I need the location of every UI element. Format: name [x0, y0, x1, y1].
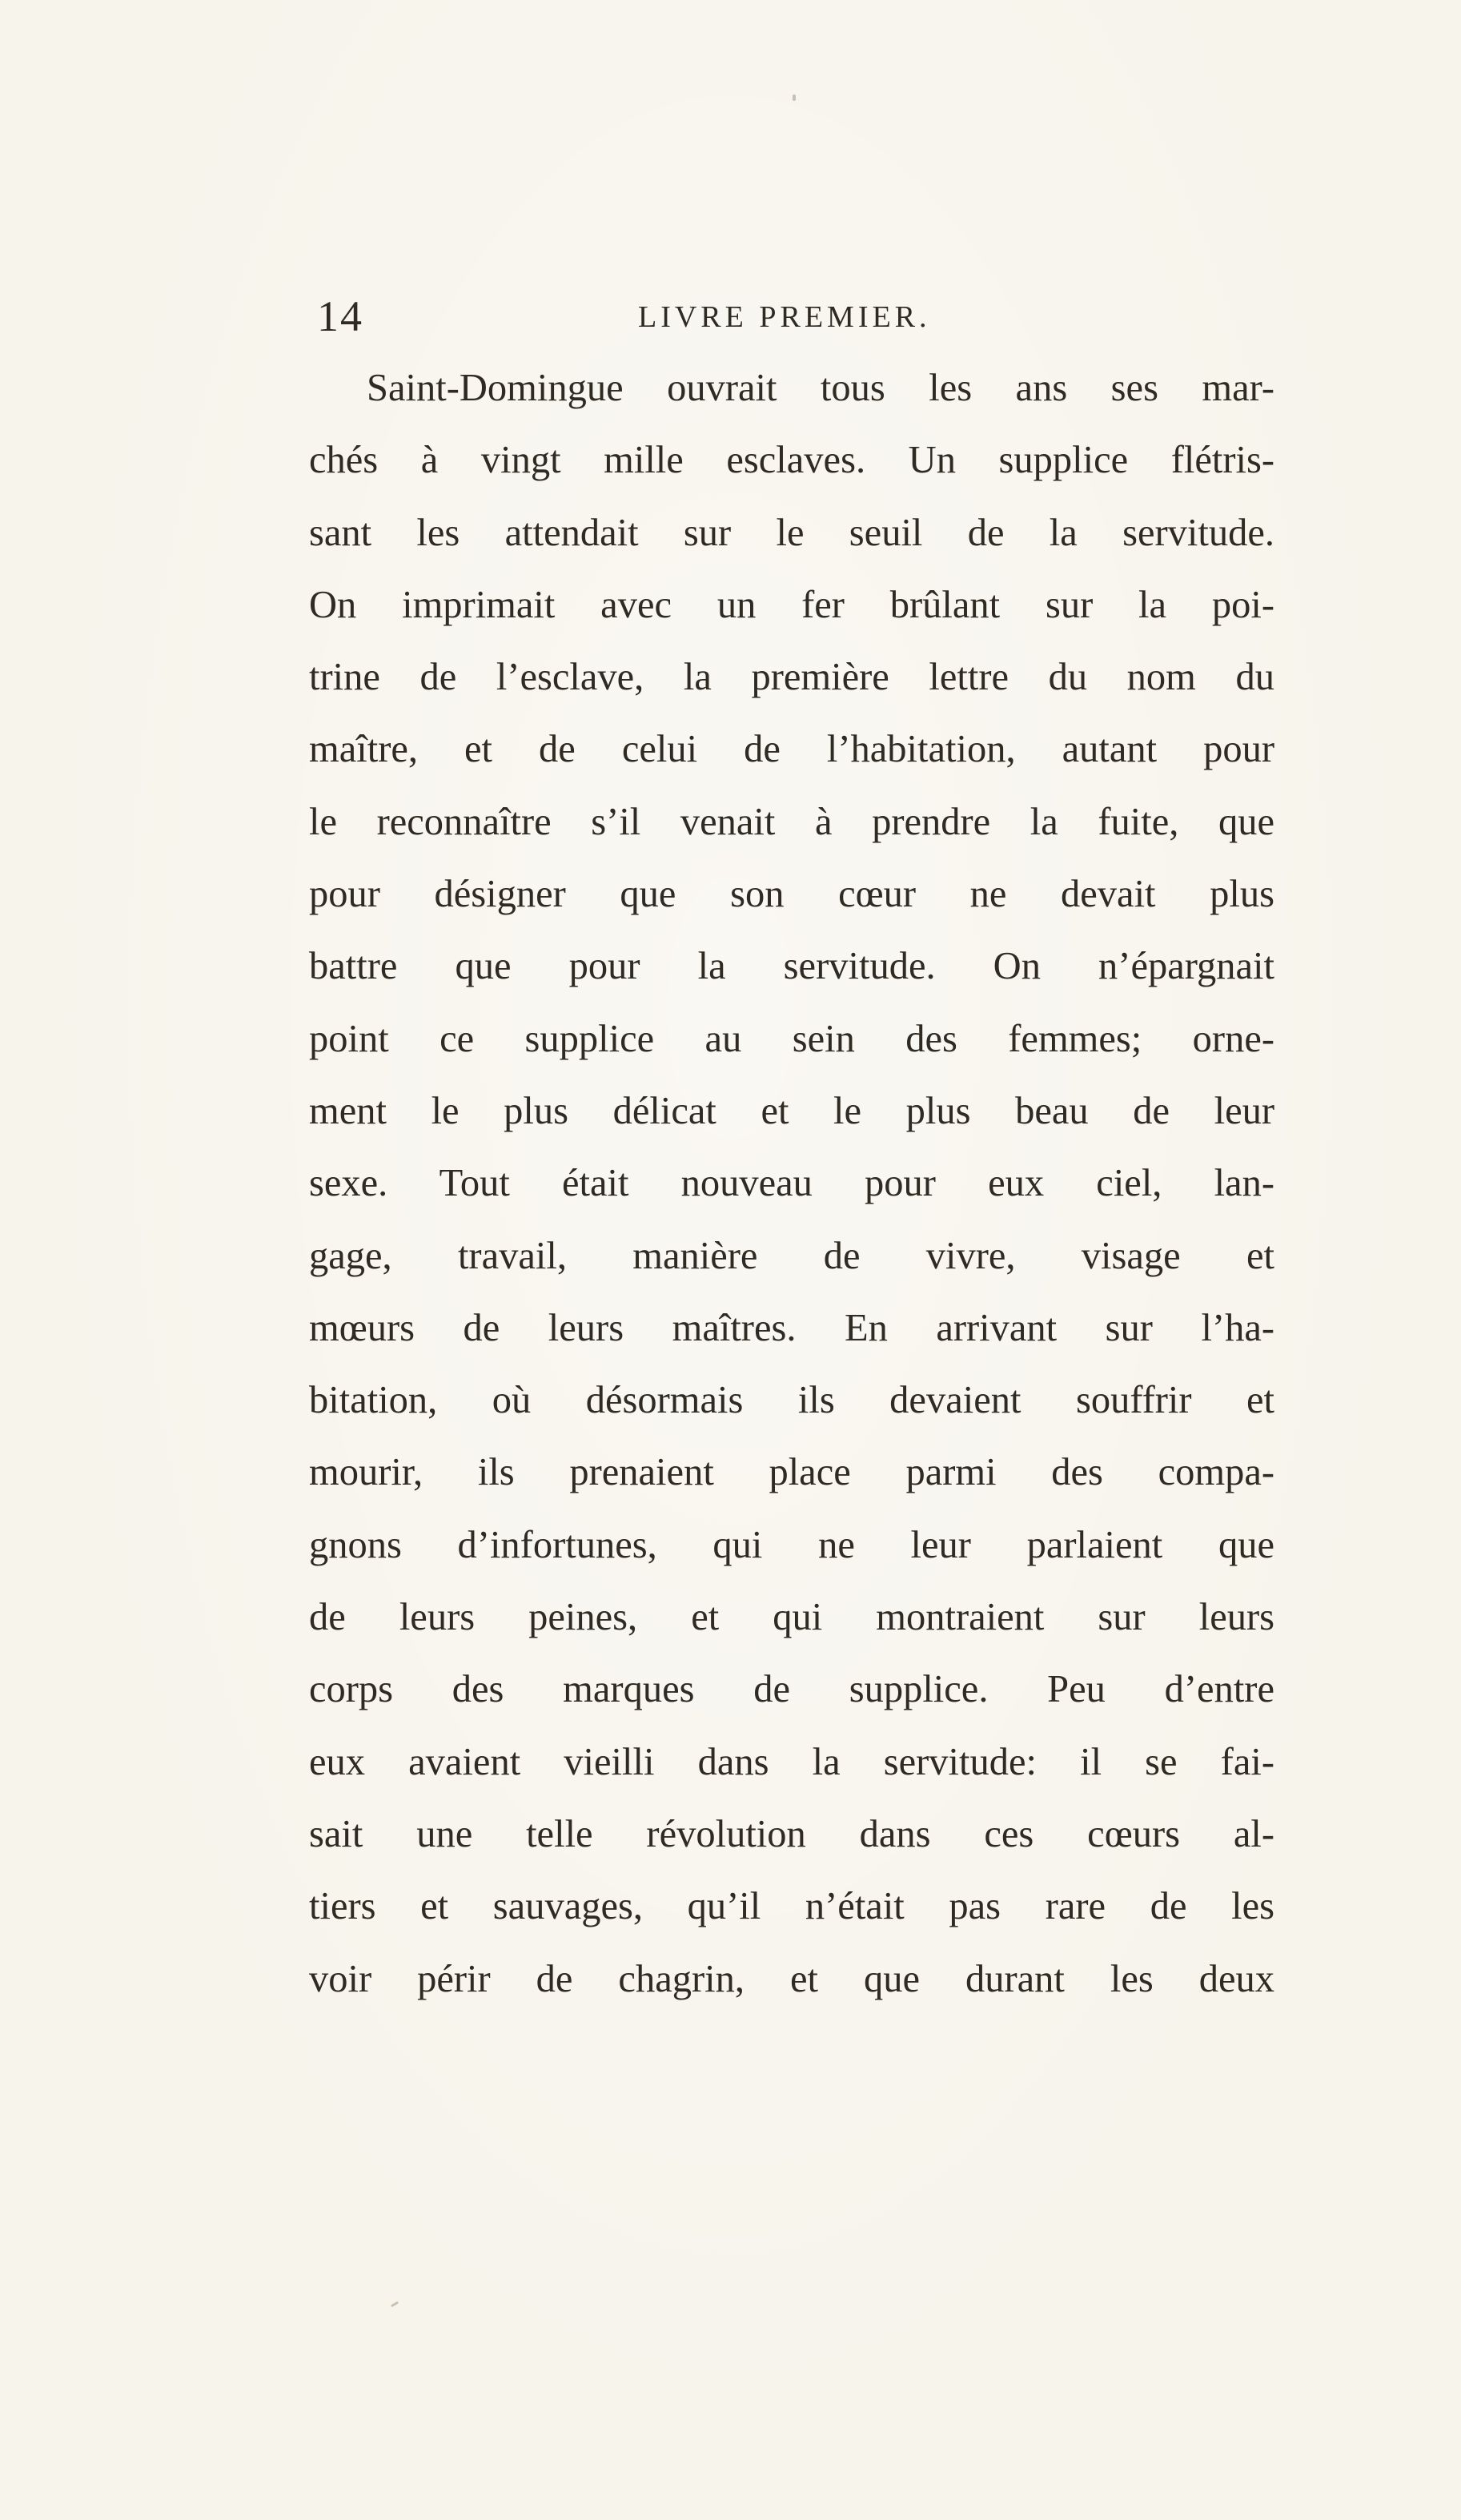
text-line: point ce supplice au sein des femmes; orne-	[309, 1017, 1274, 1060]
text-line: eux avaient vieilli dans la servitude: il se fai-	[309, 1740, 1274, 1783]
text-line: tiers et sauvages, qu’il n’était pas rare de les	[309, 1885, 1274, 1928]
text-line: Saint-Domingue ouvrait tous les ans ses mar-	[367, 367, 1274, 409]
text-line: trine de l’esclave, la première lettre du nom du	[309, 656, 1274, 699]
page-number: 14	[317, 292, 363, 340]
paper-speck-bottom	[391, 2301, 399, 2308]
text-line: pour désigner que son cœur ne devait plus	[309, 873, 1274, 916]
text-line: voir périr de chagrin, et que durant les deux	[309, 1957, 1274, 2000]
text-line: sait une telle révolution dans ces cœurs al-	[309, 1812, 1274, 1855]
text-line: le reconnaître s’il venait à prendre la fuite, que	[309, 800, 1274, 843]
text-line: battre que pour la servitude. On n’épargnait	[309, 945, 1274, 988]
text-line: ment le plus délicat et le plus beau de leur	[309, 1089, 1274, 1132]
text-line: bitation, où désormais ils devaient souffrir et	[309, 1379, 1274, 1422]
text-line: mœurs de leurs maîtres. En arrivant sur l’ha-	[309, 1306, 1274, 1349]
text-line: de leurs peines, et qui montraient sur leurs	[309, 1596, 1274, 1639]
paper-speck-top	[793, 94, 796, 101]
running-title: LIVRE PREMIER.	[638, 300, 931, 334]
text-line: maître, et de celui de l’habitation, autant pour	[309, 728, 1274, 771]
text-line: mourir, ils prenaient place parmi des compa-	[309, 1451, 1274, 1494]
text-line: gage, travail, manière de vivre, visage et	[309, 1234, 1274, 1277]
body-text	[309, 352, 1274, 2016]
text-line: corps des marques de supplice. Peu d’entre	[309, 1668, 1274, 1711]
text-line: On imprimait avec un fer brûlant sur la poi-	[309, 583, 1274, 626]
text-line: sexe. Tout était nouveau pour eux ciel, lan-	[309, 1162, 1274, 1205]
text-line: sant les attendait sur le seuil de la servitude.	[309, 511, 1274, 554]
text-line: chés à vingt mille esclaves. Un supplice flétris-	[309, 439, 1274, 482]
text-line: gnons d’infortunes, qui ne leur parlaient que	[309, 1523, 1274, 1566]
running-head	[306, 288, 1295, 344]
